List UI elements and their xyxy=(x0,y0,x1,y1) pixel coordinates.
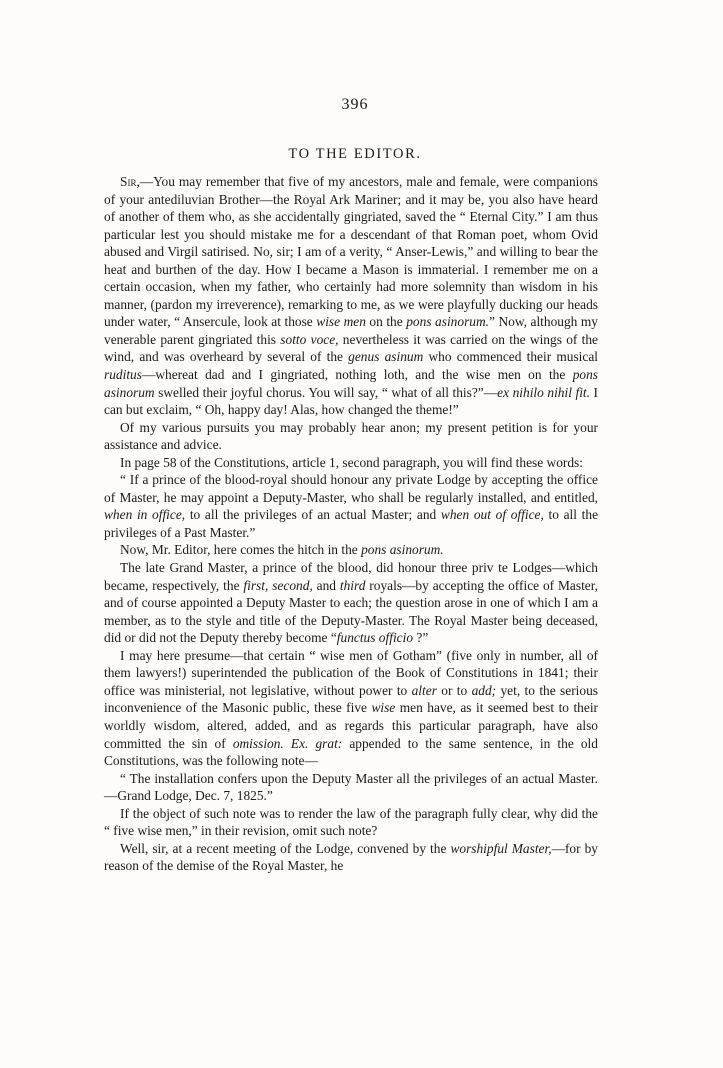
italic-text: sotto voce, xyxy=(280,331,339,347)
text-run: royals—by accepting the office of Master, and of course appointed a Deputy Master to each; the question arose in one of which I am a member, as to the style and title of the Deputy-Master. The Royal Master being deceased, did or did not the Deputy thereby become “ xyxy=(104,577,599,646)
italic-text: first, second, xyxy=(243,577,313,593)
text-run: swelled their joyful chorus. You will say, “ what of all this?”— xyxy=(154,384,498,400)
text-run xyxy=(284,736,291,751)
text-run: ?” xyxy=(413,630,429,646)
text-run: The late Grand Master, a prince of the blood, did honour three priv te Lodges—which became, respectively, the xyxy=(104,560,598,593)
quoted-passage xyxy=(104,471,598,541)
text-run: men have, as it seemed best to their worldly wisdom, altered, added, and as regards this particular paragraph, have also committed the sin of xyxy=(104,700,598,751)
article-heading: TO THE EDITOR. xyxy=(288,146,422,162)
text-run: yet, to the serious inconvenience of the Masonic public, these five xyxy=(104,682,598,716)
text-run: “ If a prince of the blood-royal should honour any private Lodge by accepting the office of Master, he may appoint a Deputy-Master, who shall be regularly installed, and entitled, xyxy=(104,472,598,505)
paragraph xyxy=(104,559,598,647)
text-run: who commenced their musical xyxy=(423,349,598,365)
text-run: appended to the same sentence, in the old Constitutions, was the following note— xyxy=(104,735,598,769)
italic-text: add; xyxy=(471,682,497,698)
text-run: Well, sir, at a recent meeting of the Lodge, convened by the xyxy=(120,840,451,856)
italic-text: omission. xyxy=(232,735,284,751)
italic-text: pons asinorum. xyxy=(406,314,489,330)
paragraph xyxy=(104,454,598,472)
text-run: ” Now, although my venerable parent gingriated this xyxy=(104,314,598,347)
italic-text: worshipful Master, xyxy=(450,840,552,856)
italic-text: wise men xyxy=(316,314,366,330)
article-body xyxy=(104,173,598,875)
text-run: Now, Mr. Editor, here comes the hitch in the xyxy=(120,542,362,558)
text-run: If the object of such note was to render the law of the paragraph fully clear, why did the “ five wise men,” in their revision, omit such note? xyxy=(104,805,598,839)
italic-text: third xyxy=(339,577,366,593)
italic-text: alter xyxy=(411,682,437,698)
text-run: —for by reason of the demise of the Royal Master, he xyxy=(104,840,598,874)
text-run: In page 58 of the Constitutions, article 1, second paragraph, you will find these words: xyxy=(120,454,583,470)
italic-text: Ex. grat: xyxy=(290,735,343,751)
quoted-note xyxy=(104,770,598,805)
italic-text: wise xyxy=(371,700,396,716)
italic-text: genus asinum xyxy=(348,349,424,365)
italic-text: when in office, xyxy=(104,507,186,523)
text-run: on the xyxy=(365,314,407,330)
italic-text: ex nihilo nihil fit. xyxy=(497,384,590,400)
paragraph xyxy=(104,805,598,840)
text-run: and xyxy=(312,577,340,593)
text-run: —whereat dad and I gingriated, nothing loth, and the wise men on the xyxy=(141,367,573,383)
paragraph xyxy=(104,647,598,770)
paragraph xyxy=(104,173,598,419)
paragraph xyxy=(104,541,598,559)
text-run: or to xyxy=(436,682,472,698)
paragraph xyxy=(104,840,598,875)
page-number: 396 xyxy=(341,96,369,113)
italic-text: pons asinorum. xyxy=(361,542,444,558)
italic-text: pons asinorum xyxy=(104,367,598,400)
document-page xyxy=(104,96,598,875)
text-run: nevertheless it was carried on the wings of the wind, and was overheard by several of the xyxy=(104,331,598,365)
text-run: I can but exclaim, “ Oh, happy day! Alas, how changed the theme!” xyxy=(104,384,599,418)
italic-text: ruditus xyxy=(104,367,142,383)
text-run: to all the privileges of an actual Master; and xyxy=(185,507,441,523)
italic-text: when out of office, xyxy=(440,507,544,523)
text-run: to all the privileges of a Past Master.” xyxy=(104,507,599,540)
text-run: I may here presume—that certain “ wise men of Gotham” (five only in number, all of them lawyers!) superintended the publication of the Book of Constitutions in 1841; their office was ministerial, not legislative, without power to xyxy=(104,647,598,698)
text-run: Of my various pursuits you may probably hear anon; my present petition is for your assistance and advice. xyxy=(104,419,598,453)
salutation: Sir, xyxy=(120,174,140,189)
italic-text: functus officio xyxy=(336,630,414,646)
text-run: —You may remember that five of my ancestors, male and female, were companions of your antediluvian Brother—the Royal Ark Mariner; and it may be, you also have heard of another of them who, as she accidentally gingriated, saved the “ Eternal City.” I am thus particular lest you should mistake me for a descendant of that Roman poet, whom Ovid abused and Virgil satirised. No, sir; I am of a verity, “ Anser-Lewis,” and willing to bear the heat and burthen of the day. How I became a Mason is immaterial. I remember me on a certain occasion, when my father, who certainly had more solemnity than wisdom in his manner, (pardon my irreverence), remarking to me, as we were playfully ducking our heads under water, “ Ansercule, look at those xyxy=(104,174,598,330)
text-run: “ The installation confers upon the Deputy Master all the privileges of an actual Master.—Grand Lodge, Dec. 7, 1825.” xyxy=(104,770,598,804)
paragraph xyxy=(104,419,598,454)
